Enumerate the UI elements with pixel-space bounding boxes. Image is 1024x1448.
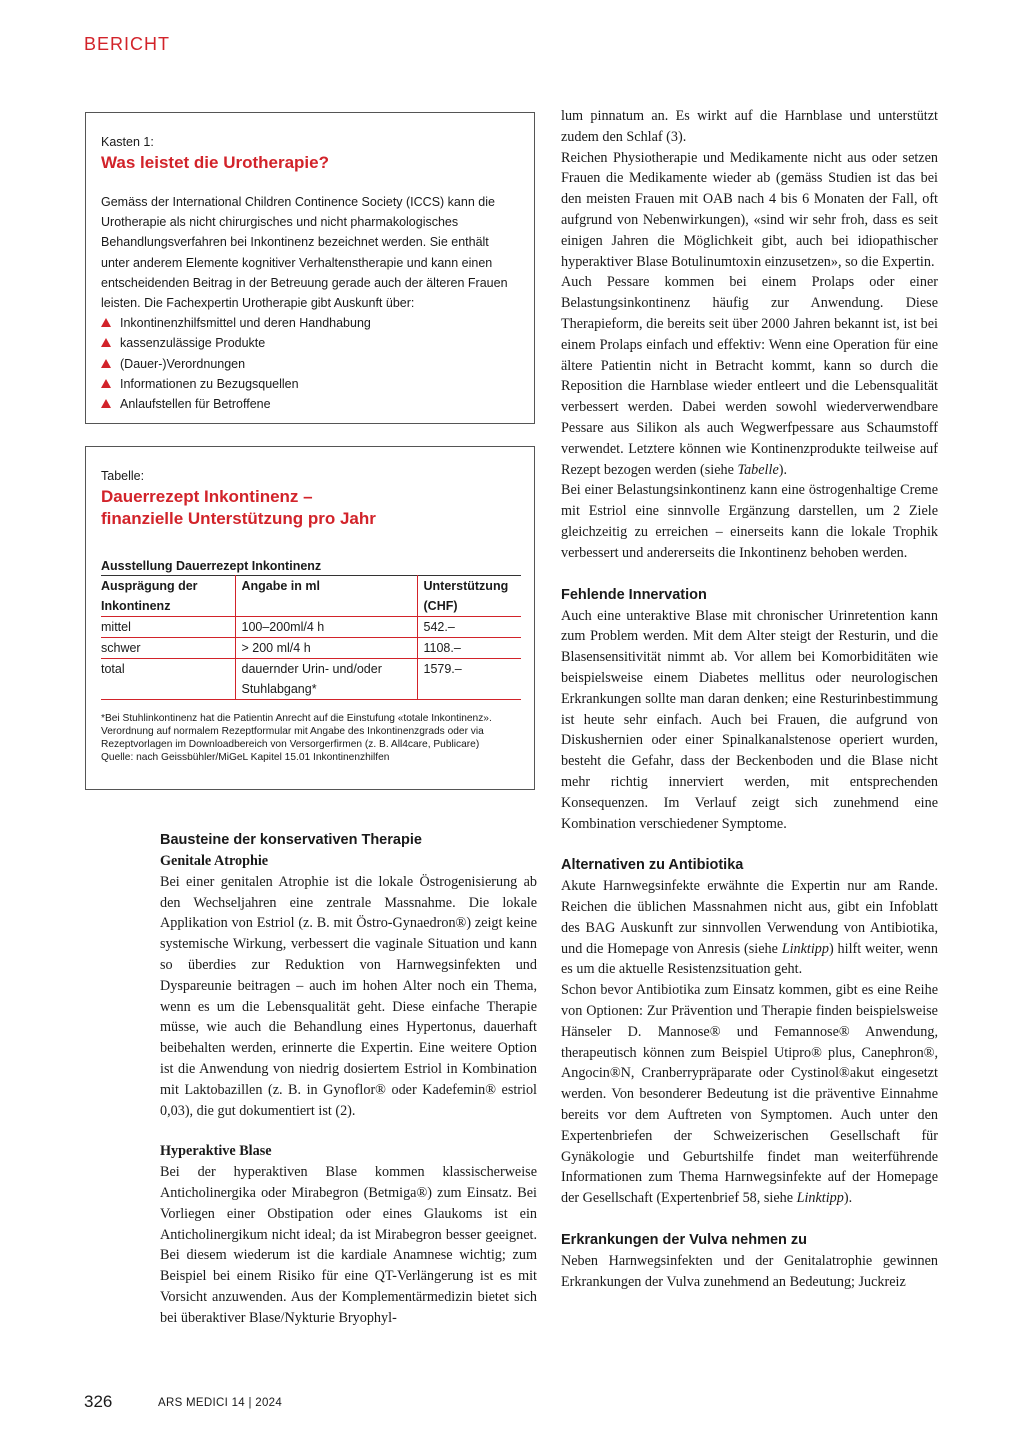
list-item-label: (Dauer-)Verordnungen [120, 356, 246, 371]
subheading: Hyperaktive Blase [160, 1143, 272, 1160]
table-cell: total [101, 662, 125, 676]
list-item [101, 374, 519, 394]
paragraph-text: Auch Pessare kommen bei einem Prolaps oder einer Belastungsinkontinenz häufig zur Anwendung. Diese Therapieform, die bereits seit über 2000 Jahren bekannt ist, ist bei einem Prolaps einfach und effektiv: Wenn eine Operation für eine ältere Patientin nicht in Betracht kommt, kann so durch die Reposition die Harnblase wieder entleert und die Lebensqualität verbessert werden. Dabei werden sowohl wiederverwendbare Pessare aus Silikon als auch Wegwerfpessare aus Schaumstoff verwendet. Letztere können wie Kontinenzprodukte teilweise auf Rezept bezogen werden (siehe [561, 274, 938, 478]
table-caption: Ausstellung Dauerrezept Inkontinenz [101, 559, 322, 573]
paragraph-text: ). [778, 461, 788, 478]
list-item-label: kassenzulässige Produkte [120, 336, 266, 351]
left-text-column [160, 829, 537, 1329]
paragraph: Bei einer genitalen Atrophie ist die lokale Östrogenisierung ab den Wechseljahren eine zentrale Massnahme. Die lokale Applikation von Estriol (z. B. mit Östro-Gynaedron®) zeigt keine systemische Wirkung, verbessert die vaginale Situation und kann so überdies zur Reduktion von Harnwegsinfekten und Dyspareunie beitragen – auch im hohen Alter noch ein Thema, wenn es um die Lebensqualität geht. Diese einfache Therapie müsse, wie auch die Behandlung eines Hypertonus, dauerhaft beibehalten werden, erinnerte die Expertin. Eine weitere Option ist die Anwendung von niedrig dosiertem Estriol in Kombination mit Laktobazillen (z. B. in Gynoflor® oder Kadefemin® estriol 0,03), die gut dokumentiert ist (2). [160, 873, 537, 1119]
paragraph-text: ) hilft weiter, wenn es um die aktuelle Resistenzsituation geht. [561, 940, 938, 978]
list-item [101, 313, 519, 333]
paragraph [561, 272, 938, 480]
table-note: Verordnung auf normalem Rezeptformular mit Angabe des Inkontinenzgrads oder via Rezeptvorlagen im Downloadbereich von Versorgerfirmen (z. B. All4care, Publicare) [101, 726, 484, 750]
box-title-line1: Dauerrezept Inkontinenz – [101, 487, 313, 506]
triangle-bullet-icon [101, 318, 111, 327]
subheading: Genitale Atrophie [160, 853, 269, 869]
section-heading: Alternativen zu Antibiotika [561, 857, 744, 874]
column-header: Angabe in ml [235, 576, 417, 617]
section-label: BERICHT [84, 34, 171, 54]
page-number: 326 [84, 1392, 113, 1411]
paragraph: Reichen Physiotherapie und Medikamente nicht aus oder setzen Frauen die Medikamente wieder ab (gemäss Studien ist das bei den meisten Frauen mit OAB nach 4 bis 6 Monaten der Fall, oft aufgrund von Nebenwirkungen), «sind wir sehr froh, dass es seit einigen Jahren die Möglichkeit gibt, auch bei idiopathischer hyperaktiver Blase Botulinumtoxin einzusetzen», so die Expertin. [561, 149, 938, 270]
column-header: Ausprägung der Inkontinenz [101, 579, 198, 613]
table-box-dauerrezept [85, 446, 535, 790]
section-heading: Fehlende Innervation [561, 586, 707, 603]
triangle-bullet-icon [101, 379, 111, 388]
table-cell: dauernder Urin- und/oder Stuhlabgang* [235, 659, 417, 700]
dauerrezept-table [101, 575, 521, 700]
triangle-bullet-icon [101, 359, 111, 368]
box-title: Was leistet die Urotherapie? [101, 153, 329, 172]
paragraph-text: Akute Harnwegsinfekte erwähnte die Expertin nur am Rande. Reichen die üblichen Massnahmen nicht aus, gibt ein Infoblatt des BAG Auskunft zur sinnvollen Verwendung von Antibiotika, und die Homepage von Anresis (siehe [561, 878, 938, 957]
list-item [101, 394, 519, 414]
paragraph-text: ). [843, 1190, 853, 1207]
table-cell: 542.– [417, 617, 521, 638]
list-item-label: Anlaufstellen für Betroffene [120, 397, 271, 412]
info-box-urotherapie [85, 112, 535, 424]
right-text-column [561, 106, 938, 1293]
table-cell: 100–200ml/4 h [235, 617, 417, 638]
cross-reference: Linktipp [781, 940, 829, 957]
paragraph: Bei einer Belastungsinkontinenz kann eine östrogenhaltige Creme mit Estriol eine sinnvolle Ergänzung darstellen, um 2 Ziele gleichzeitig zu erreichen – einerseits kann die lokale Trophik verbessert und andererseits die Inkontinenz behoben werden. [561, 482, 938, 561]
box-kicker: Tabelle: [101, 469, 145, 483]
paragraph: lum pinnatum an. Es wirkt auf die Harnblase und unterstützt zudem den Schlaf (3). [561, 108, 938, 145]
table-cell: 1579.– [417, 659, 521, 700]
table-cell: 1108.– [417, 638, 521, 659]
triangle-bullet-icon [101, 338, 111, 347]
paragraph: Bei der hyperaktiven Blase kommen klassischerweise Anticholinergika oder Mirabegron (Betmiga®) zum Einsatz. Bei Vorliegen einer Obstipation oder eines Glaukoms ist ein Anticholinergikum nicht ideal; da ist Mirabegron besser geeignet. Bei diesem wiederum ist die kardiale Anamnese wichtig; zum Beispiel bei einem Risiko für eine QT-Verlängerung ist es mit Vorsicht anzuwenden. Aus der Komplementärmedizin bietet sich bei überaktiver Blase/Nykturie Bryophyl- [160, 1164, 537, 1326]
box-text: Gemäss der International Children Continence Society (ICCS) kann die Urotherapie als nicht chirurgisches und nicht pharmakologisches Behandlungsverfahren bei Inkontinenz bezeichnet werden. Sie enthält unter anderem Elemente kognitiver Verhaltenstherapie und kann einen entscheidenden Beitrag in der Betreuung gerade auch der älteren Frauen leisten. Die Fachexpertin Urotherapie gibt Auskunft über: [101, 195, 508, 311]
table-row [101, 638, 521, 659]
table-cell: schwer [101, 641, 141, 655]
table-notes [101, 712, 519, 764]
list-item [101, 354, 519, 374]
box-title-line2: finanzielle Unterstützung pro Jahr [101, 509, 376, 528]
paragraph: Auch eine unteraktive Blase mit chronischer Urinretention kann zum Problem werden. Mit dem Alter steigt der Resturin, und die Blasensensitivität nimmt ab. Vor allem bei Komorbiditäten wie beispielsweise einem Diabetes mellitus oder neurologischen Erkrankungen sollte man daran denken; eine Resturinbestimmung ist heute sehr einfach. Auch bei Frauen, die aufgrund von Diskushernien oder einer Spinalkanalstenose operiert wurden, besteht die Gefahr, dass der Beckenboden und die Blase nicht mehr richtig innerviert werden, mit entsprechenden Konsequenzen. Im Verlauf zeigt sich zunehmend eine Kombination verschiedener Symptome. [561, 607, 938, 832]
column-header: Unterstützung (CHF) [417, 576, 521, 617]
box-list [101, 313, 519, 414]
cross-reference: Tabelle [737, 461, 779, 478]
list-item-label: Inkontinenzhilfsmittel und deren Handhabung [120, 316, 371, 331]
paragraph [561, 876, 938, 980]
table-row [101, 617, 521, 638]
table-note: Quelle: nach Geissbühler/MiGeL Kapitel 15.01 Inkontinenzhilfen [101, 752, 390, 763]
table-note: *Bei Stuhlinkontinenz hat die Patientin Anrecht auf die Einstufung «totale Inkontinenz». [101, 713, 492, 724]
box-title [101, 486, 519, 530]
table-cell: mittel [101, 620, 131, 634]
cross-reference: Linktipp [796, 1190, 844, 1207]
section-heading: Erkrankungen der Vulva nehmen zu [561, 1232, 808, 1249]
journal-name: ARS MEDICI 14 | 2024 [158, 1397, 283, 1409]
section-heading: Bausteine der konservativen Therapie [160, 832, 422, 848]
paragraph: Neben Harnwegsinfekten und der Genitalatrophie gewinnen Erkrankungen der Vulva zunehmend an Bedeutung; Juckreiz [561, 1253, 938, 1290]
table-header-row [101, 576, 521, 617]
list-item [101, 333, 519, 353]
paragraph [561, 980, 938, 1209]
triangle-bullet-icon [101, 399, 111, 408]
box-kicker: Kasten 1: [101, 135, 154, 149]
paragraph-text: Schon bevor Antibiotika zum Einsatz kommen, gibt es eine Reihe von Optionen: Zur Prävention und Therapie finden beispielsweise Hänseler D. Mannose® und Femannose® Anwendung, therapeutisch können zum Beispiel Utipro® plus, Canephron®, Angocin®N, Cranberrypräparate oder Cystinol®akut eingesetzt werden. Von besonderer Bedeutung ist die präventive Einnahme bereits vor dem Auftreten von Symptomen. Auch unter den Expertenbriefen der Schweizerischen Gesellschaft für Gynäkologie und Geburtshilfe findet man weiterführende Informationen zum Thema Harnwegsinfekte auf der Homepage der Gesellschaft (Expertenbrief 58, siehe [561, 982, 938, 1207]
table-cell: > 200 ml/4 h [235, 638, 417, 659]
list-item-label: Informationen zu Bezugsquellen [120, 376, 299, 391]
table-row [101, 659, 521, 700]
